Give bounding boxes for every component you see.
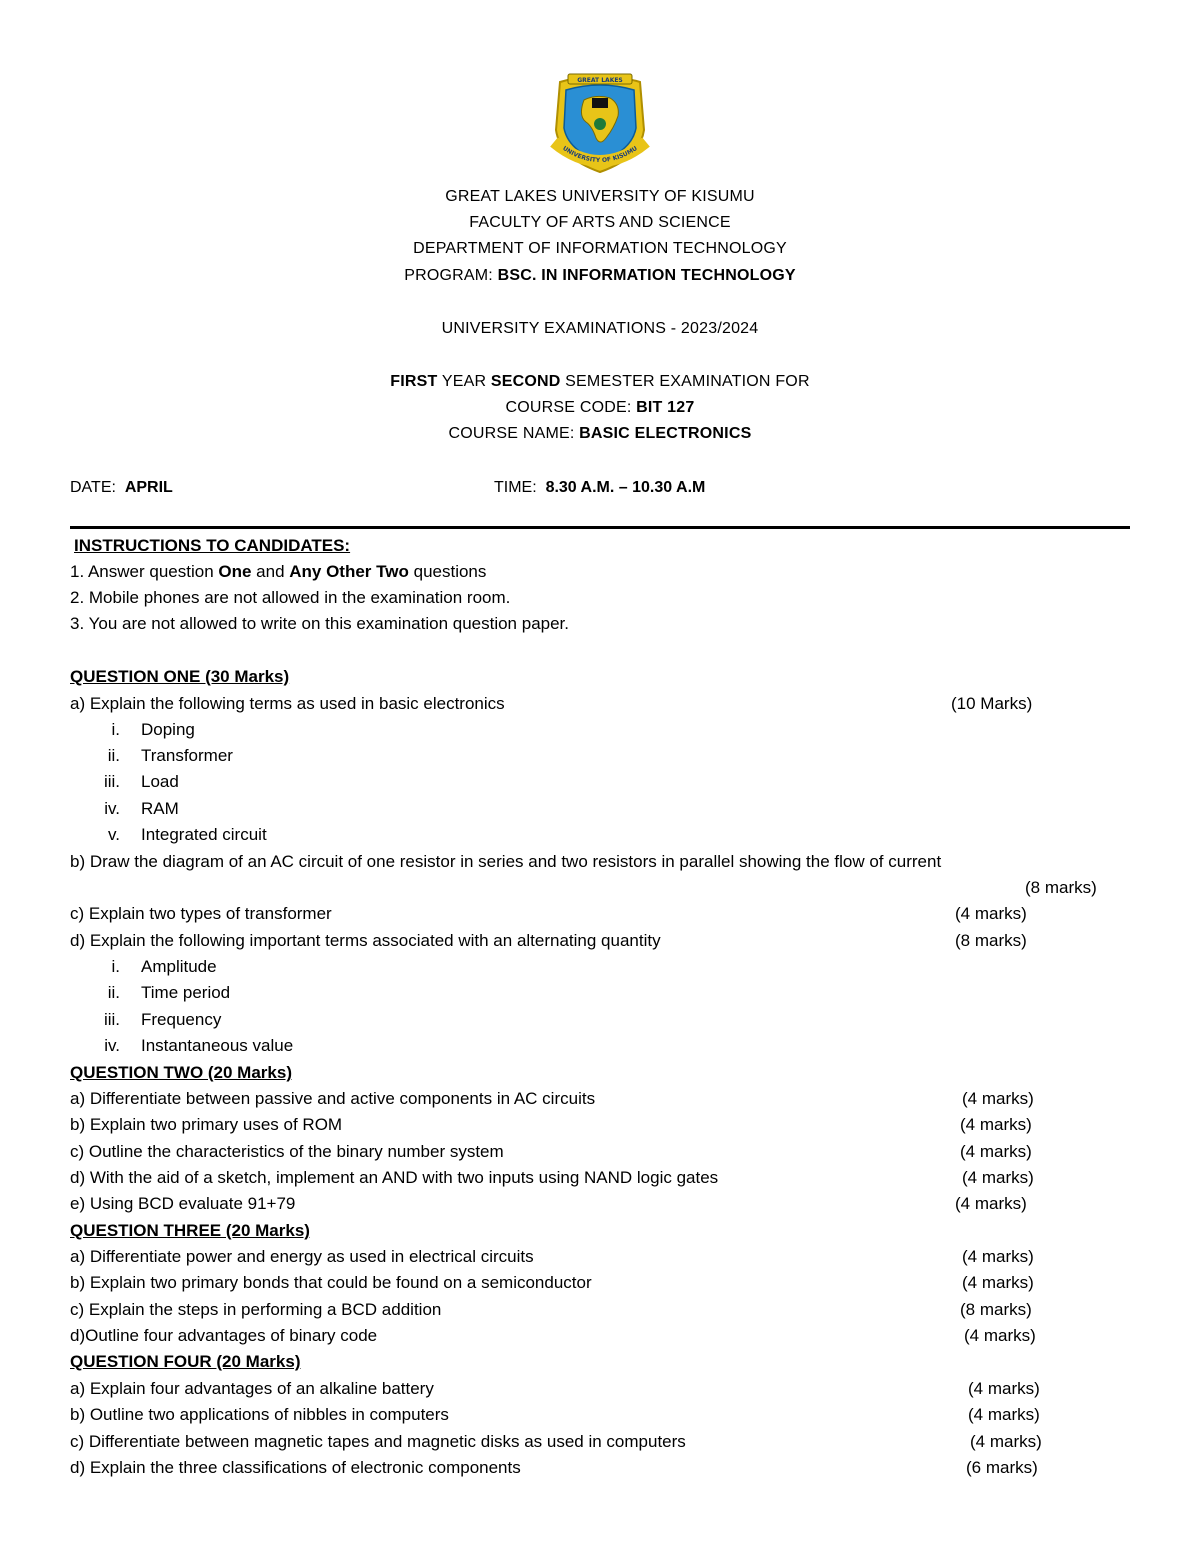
svg-text:GREAT LAKES: GREAT LAKES <box>577 77 623 84</box>
exam-time: TIME: 8.30 A.M. – 10.30 A.M <box>494 479 706 496</box>
q2-c-text: c) Outline the characteristics of the binary number system <box>70 1142 504 1161</box>
q1-a-item: RAM <box>141 799 179 818</box>
question-three-title: QUESTION THREE (20 Marks) <box>70 1221 310 1240</box>
q1-a-marks: (10 Marks) <box>951 694 1033 713</box>
q2-a-marks: (4 marks) <box>962 1089 1034 1108</box>
q3-b-marks: (4 marks) <box>962 1273 1034 1292</box>
course-code: COURSE CODE: BIT 127 <box>505 399 695 416</box>
instruction-3: 3. You are not allowed to write on this examination question paper. <box>70 614 570 633</box>
q1-d-marks: (8 marks) <box>955 931 1027 950</box>
q2-e-marks: (4 marks) <box>955 1194 1027 1213</box>
q4-a-text: a) Explain four advantages of an alkaline battery <box>70 1379 434 1398</box>
q4-d-text: d) Explain the three classifications of electronic components <box>70 1458 521 1477</box>
q2-e-text: e) Using BCD evaluate 91+79 <box>70 1194 296 1213</box>
question-two-title: QUESTION TWO (20 Marks) <box>70 1063 292 1082</box>
q1-a-item-num: iv. <box>104 799 120 818</box>
department-name: DEPARTMENT OF INFORMATION TECHNOLOGY <box>413 240 787 257</box>
q4-d-marks: (6 marks) <box>966 1458 1038 1477</box>
university-name: GREAT LAKES UNIVERSITY OF KISUMU <box>445 188 755 205</box>
instruction-2: 2. Mobile phones are not allowed in the examination room. <box>70 588 511 607</box>
q1-d-text: d) Explain the following important terms associated with an alternating quantity <box>70 931 661 950</box>
q1-d-item-num: iii. <box>103 1010 120 1029</box>
instruction-1: 1. Answer question One and Any Other Two questions <box>70 562 487 581</box>
q1-a-item-num: iii. <box>103 772 120 791</box>
q1-d-item: Instantaneous value <box>141 1036 294 1055</box>
q4-c-marks: (4 marks) <box>970 1432 1042 1451</box>
q1-a-item-num: ii. <box>107 746 120 765</box>
q4-c-text: c) Differentiate between magnetic tapes and magnetic disks as used in computers <box>70 1432 686 1451</box>
q1-a-item: Integrated circuit <box>141 825 267 844</box>
q1-c-text: c) Explain two types of transformer <box>70 904 332 923</box>
q1-d-item: Amplitude <box>141 957 217 976</box>
q1-a-item-num: i. <box>111 720 120 739</box>
q3-a-marks: (4 marks) <box>962 1247 1034 1266</box>
q3-a-text: a) Differentiate power and energy as used in electrical circuits <box>70 1247 534 1266</box>
q3-d-marks: (4 marks) <box>964 1326 1036 1345</box>
q1-a-text: a) Explain the following terms as used in basic electronics <box>70 694 505 713</box>
q3-c-marks: (8 marks) <box>960 1300 1032 1319</box>
q2-b-text: b) Explain two primary uses of ROM <box>70 1115 343 1134</box>
q1-a-item: Doping <box>141 720 195 739</box>
q4-b-marks: (4 marks) <box>968 1405 1040 1424</box>
q1-a-item: Transformer <box>141 746 233 765</box>
q2-c-marks: (4 marks) <box>960 1142 1032 1161</box>
q2-b-marks: (4 marks) <box>960 1115 1032 1134</box>
q2-d-text: d) With the aid of a sketch, implement an AND with two inputs using NAND logic gates <box>70 1168 719 1187</box>
q1-d-item-num: ii. <box>107 983 120 1002</box>
q1-d-item: Frequency <box>141 1010 222 1029</box>
divider-rule <box>70 526 1130 529</box>
q1-a-item: Load <box>141 772 179 791</box>
q3-b-text: b) Explain two primary bonds that could be found on a semiconductor <box>70 1273 592 1292</box>
course-name: COURSE NAME: BASIC ELECTRONICS <box>448 425 752 442</box>
q1-a-item-num: v. <box>108 825 120 844</box>
exam-session: UNIVERSITY EXAMINATIONS - 2023/2024 <box>441 320 759 337</box>
q1-b-text: b) Draw the diagram of an AC circuit of one resistor in series and two resistors in parallel showing the flow of current <box>70 852 942 871</box>
question-one-title: QUESTION ONE (30 Marks) <box>70 667 290 686</box>
q4-b-text: b) Outline two applications of nibbles in computers <box>70 1405 449 1424</box>
program-line: PROGRAM: BSC. IN INFORMATION TECHNOLOGY <box>404 267 796 284</box>
instructions-title: INSTRUCTIONS TO CANDIDATES: <box>74 536 351 555</box>
exam-date: DATE: APRIL <box>70 479 173 496</box>
svg-text:UNIVERSITY OF KISUMU: UNIVERSITY OF KISUMU <box>561 144 639 165</box>
faculty-name: FACULTY OF ARTS AND SCIENCE <box>469 214 731 231</box>
q2-d-marks: (4 marks) <box>962 1168 1034 1187</box>
q3-c-text: c) Explain the steps in performing a BCD addition <box>70 1300 442 1319</box>
q1-c-marks: (4 marks) <box>955 904 1027 923</box>
semester-line: FIRST YEAR SECOND SEMESTER EXAMINATION FOR <box>390 373 810 390</box>
q3-d-text: d)Outline four advantages of binary code <box>70 1326 378 1345</box>
q2-a-text: a) Differentiate between passive and active components in AC circuits <box>70 1089 596 1108</box>
q1-d-item-num: i. <box>111 957 120 976</box>
q1-b-marks: (8 marks) <box>1025 878 1097 897</box>
q1-d-item-num: iv. <box>104 1036 120 1055</box>
question-four-title: QUESTION FOUR (20 Marks) <box>70 1352 301 1371</box>
q4-a-marks: (4 marks) <box>968 1379 1040 1398</box>
university-crest-logo <box>540 68 660 178</box>
q1-d-item: Time period <box>141 983 231 1002</box>
